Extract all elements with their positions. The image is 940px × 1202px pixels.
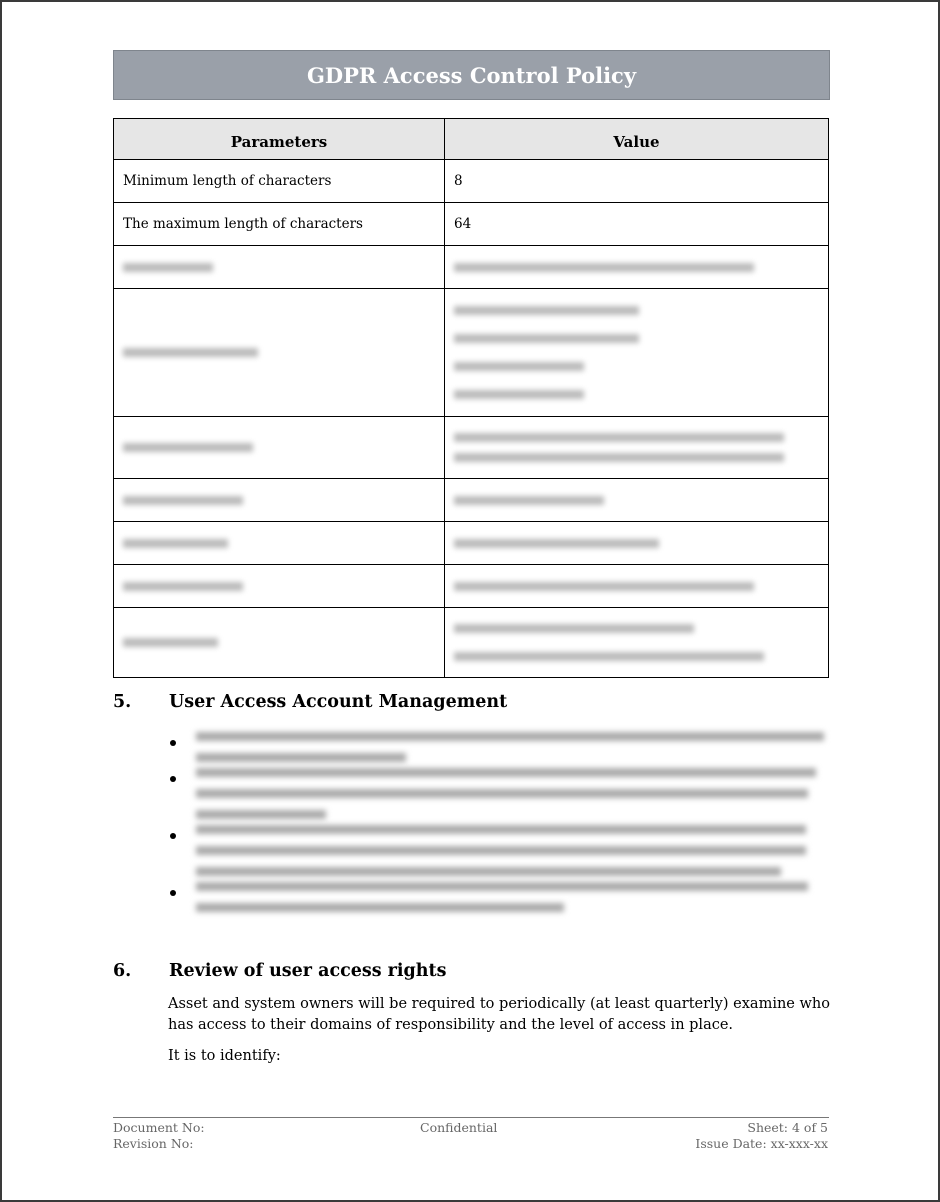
table-cell-blurred [114,289,445,417]
document-title: GDPR Access Control Policy [113,50,830,100]
footer-revision-no: Revision No: [113,1136,194,1151]
footer-confidential: Confidential [420,1120,498,1135]
table-cell-blurred [445,289,829,417]
policy-table [113,118,829,678]
table-row-blurred [114,289,829,417]
footer-center [420,1120,497,1136]
table-cell-blurred [445,246,829,289]
table-cell-blurred [114,608,445,678]
column-header-parameters: Parameters [114,119,445,160]
table-row-blurred [114,522,829,565]
paragraph: It is to identify: [168,1048,281,1064]
table-row-blurred [114,608,829,678]
table-cell-blurred [114,417,445,479]
table-cell-value: 64 [445,203,829,246]
footer-divider [113,1117,829,1118]
table-row [114,203,829,246]
footer-left [113,1120,205,1152]
table-row-blurred [114,565,829,608]
table-cell-value: 8 [445,160,829,203]
table-row-blurred [114,246,829,289]
table-row-blurred [114,479,829,522]
list-item [168,882,830,912]
table-cell-blurred [114,246,445,289]
column-header-value: Value [445,119,829,160]
bullet-icon [170,776,176,782]
bullet-icon [170,890,176,896]
table-cell-param: The maximum length of characters [114,203,445,246]
bullet-list-blurred [168,726,830,918]
table-cell-blurred [114,522,445,565]
footer-issue-date: Issue Date: xx-xxx-xx [695,1136,828,1151]
list-item [168,825,830,876]
table-row-blurred [114,417,829,479]
section-number: 5. [113,692,132,712]
section-title: Review of user access rights [169,961,447,981]
table-cell-blurred [114,565,445,608]
section-number: 6. [113,961,132,981]
table-cell-blurred [445,608,829,678]
footer-right [695,1120,828,1152]
list-item [168,768,830,819]
table-cell-blurred [445,522,829,565]
table-cell-blurred [114,479,445,522]
table-cell-param: Minimum length of characters [114,160,445,203]
section-heading-6 [113,961,446,981]
table-cell-blurred [445,417,829,479]
section-heading-5 [113,692,507,712]
table-cell-blurred [445,565,829,608]
table-row [114,160,829,203]
footer-document-no: Document No: [113,1120,205,1135]
paragraph: Asset and system owners will be required to periodically (at least quarterly) examine who has access to their domains of responsibility and the level of access in place. [168,996,830,1033]
bullet-icon [170,740,176,746]
section-title: User Access Account Management [169,692,508,712]
table-header-row [114,119,829,160]
bullet-icon [170,833,176,839]
table-cell-blurred [445,479,829,522]
list-item [168,732,830,762]
footer-sheet: Sheet: 4 of 5 [747,1120,828,1135]
